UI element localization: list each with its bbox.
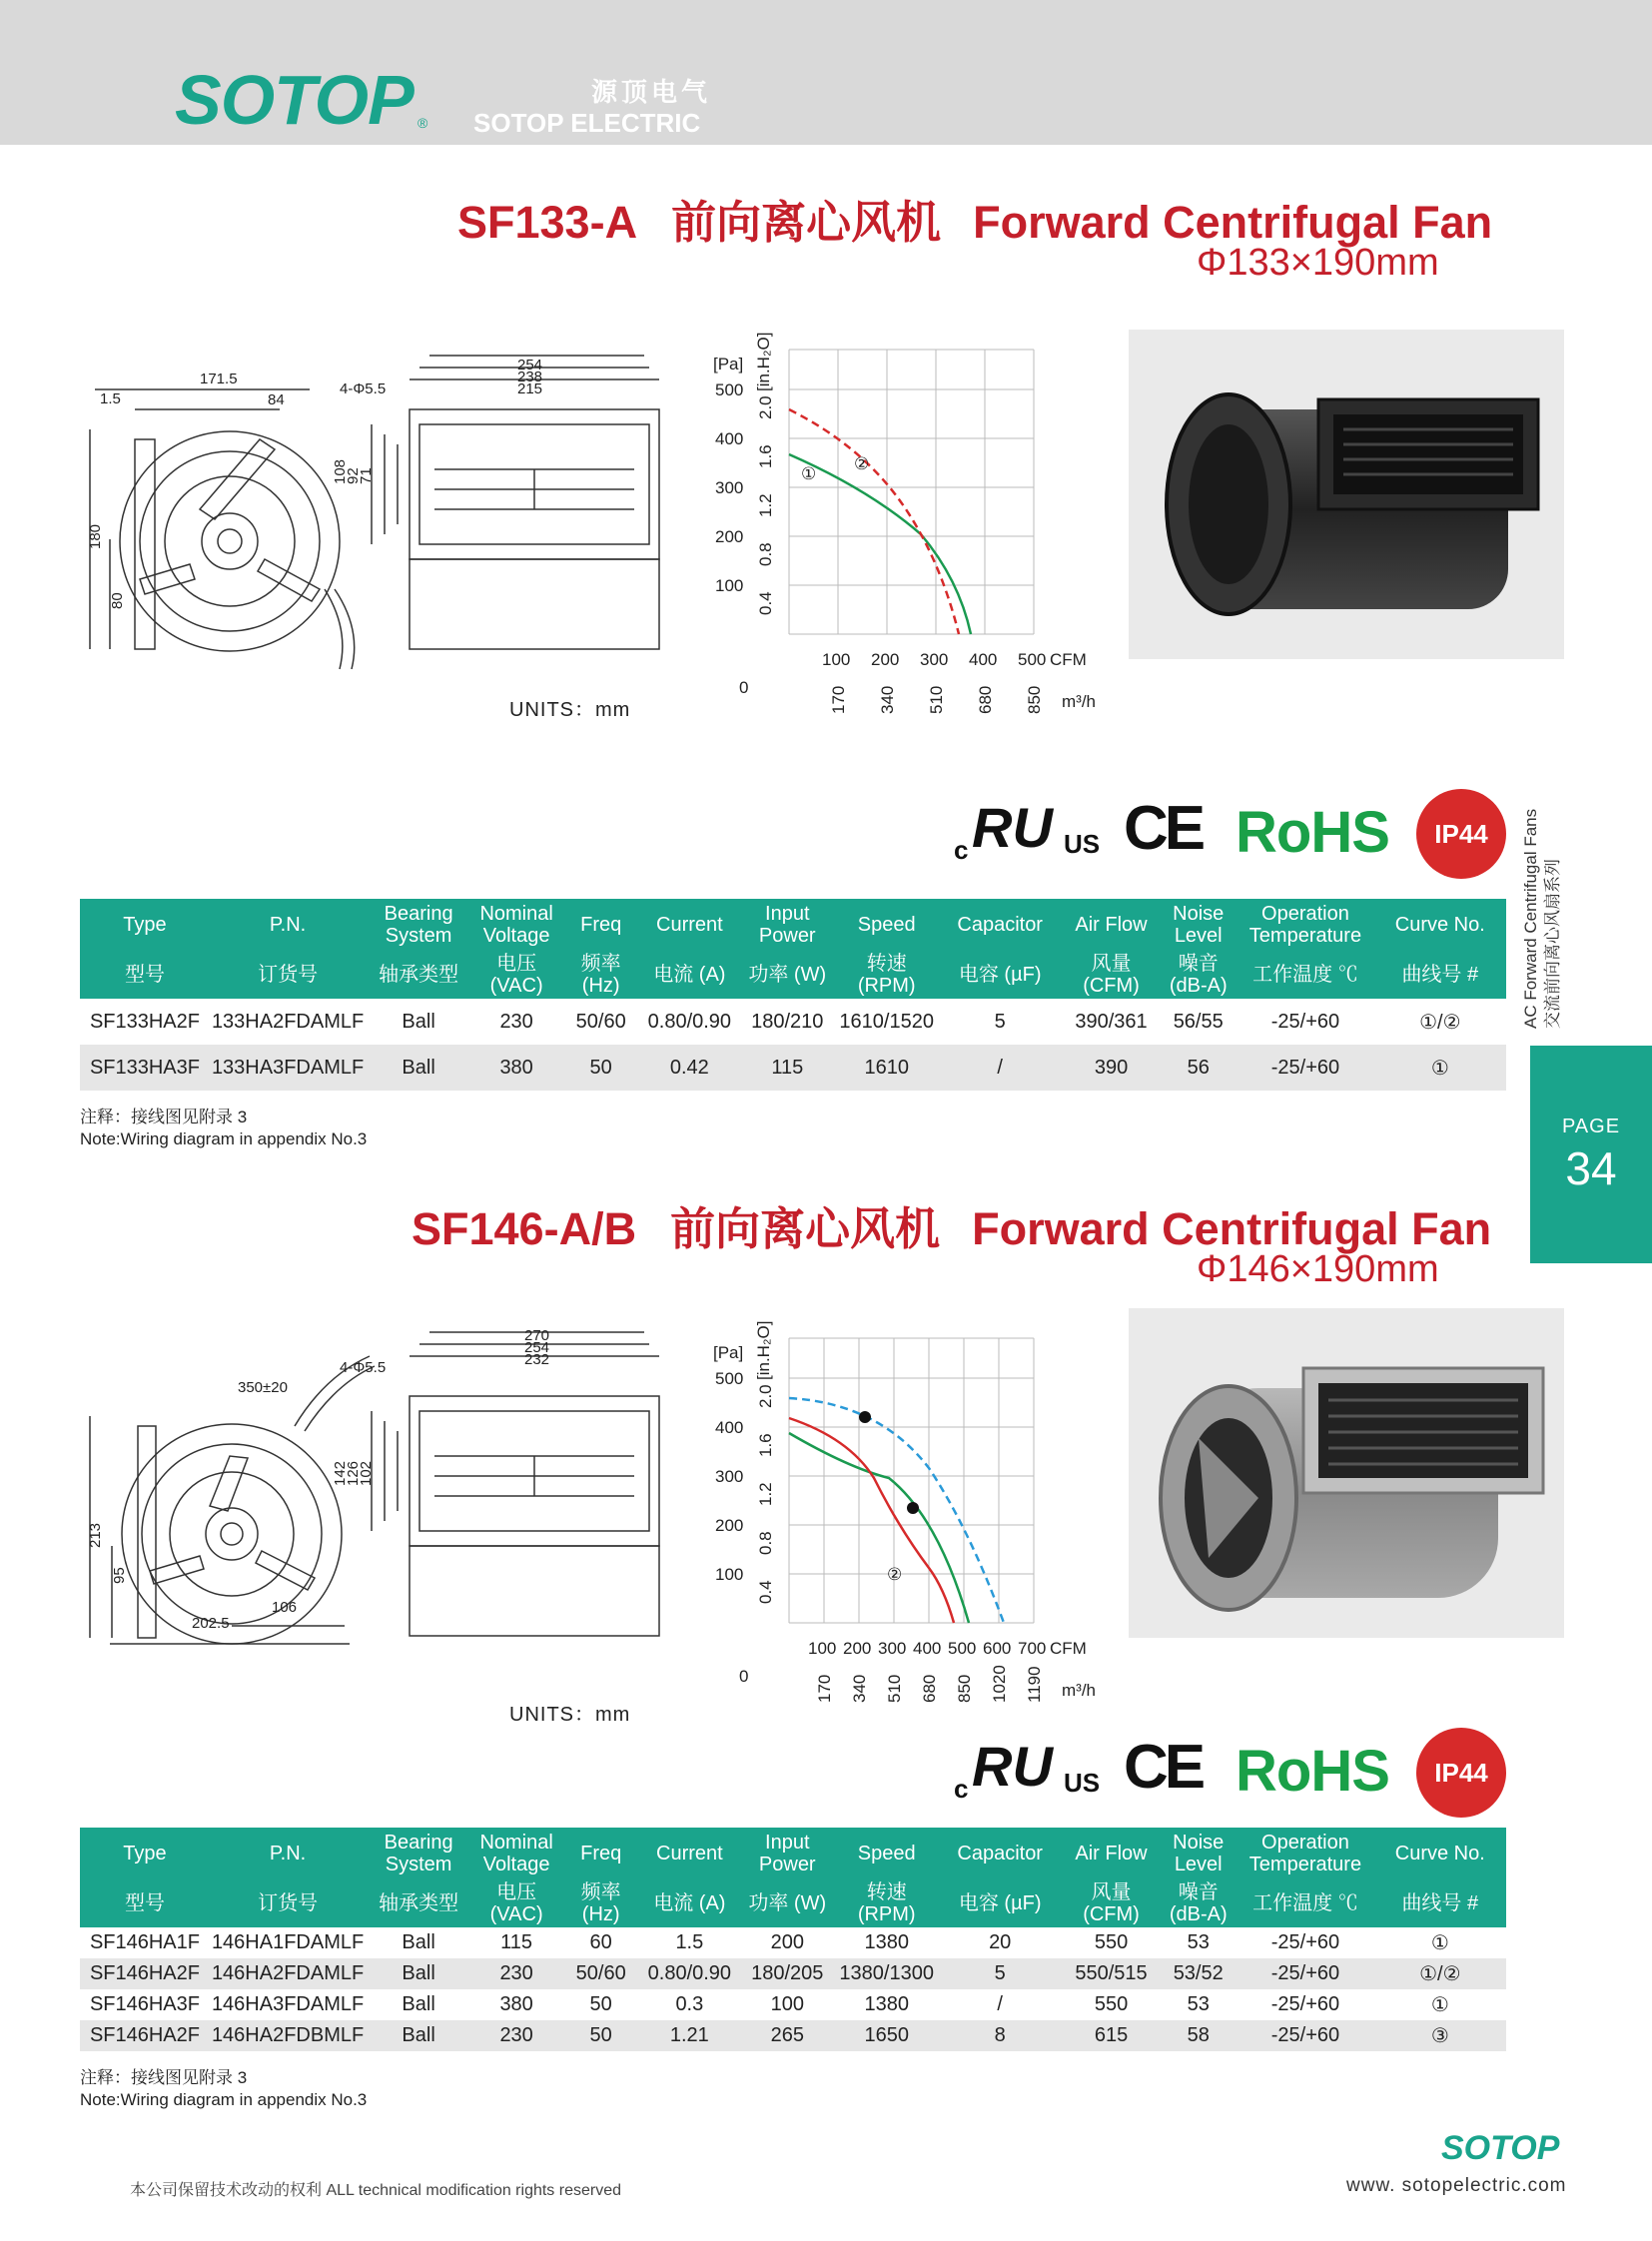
- table-cell: SF133HA2F: [89, 1010, 200, 1033]
- ul-listed-icon: RU: [972, 796, 1053, 859]
- dim-label: 213: [87, 1522, 104, 1548]
- column-header-cn: 电流 (A): [640, 1879, 739, 1927]
- y-tick-label: 300: [715, 1467, 744, 1486]
- dim-label: 254: [524, 1339, 550, 1356]
- column-header: Freq: [561, 1828, 640, 1879]
- axis-unit-label: CFM: [1050, 650, 1087, 669]
- chart-point: [859, 1411, 871, 1423]
- column-header: Current: [640, 1828, 739, 1879]
- table-cell: 115: [500, 1931, 533, 1953]
- curve-1: [789, 454, 971, 634]
- x-tick-label: 100: [822, 650, 851, 669]
- ul-us-mark: US: [1064, 1768, 1101, 1798]
- x2-tick-label: 1190: [1025, 1666, 1044, 1703]
- column-header: Input Power: [739, 1828, 836, 1879]
- column-header-cn: 电压 (VAC): [471, 951, 561, 999]
- table-cell: 58: [1160, 2020, 1237, 2051]
- dim-label: 270: [524, 1327, 550, 1344]
- x2-tick-label: 850: [955, 1674, 974, 1703]
- y2-tick-label: 0.8: [756, 542, 775, 566]
- table-cell: 0.80/0.90: [647, 1010, 732, 1033]
- y-tick-label: 100: [715, 576, 744, 595]
- x-tick-label: 300: [920, 650, 949, 669]
- column-header: Type: [80, 899, 210, 951]
- column-header: Speed: [836, 1828, 938, 1879]
- section2-performance-chart: [699, 1318, 1119, 1718]
- section2-dimension-drawing: [80, 1316, 699, 1646]
- table-cell: 0.42: [640, 1045, 739, 1091]
- column-header-cn: 转速 (RPM): [836, 951, 938, 999]
- ce-mark-icon: CE: [1124, 1733, 1203, 1802]
- column-header: Nominal Voltage: [471, 1828, 561, 1879]
- column-header-cn: 曲线号 #: [1374, 951, 1506, 999]
- column-header-cn: 电容 (µF): [938, 1879, 1063, 1927]
- table-cell: 1380/1300: [836, 1958, 938, 1989]
- column-header-cn: 型号: [80, 951, 210, 999]
- dim-label: 126: [345, 1460, 362, 1486]
- section2-product-photo: [1129, 1308, 1564, 1638]
- table-cell: 146HA2FDAMLF: [210, 1958, 366, 1989]
- dim-label: 215: [517, 380, 543, 397]
- table-row: [80, 2020, 1506, 2051]
- dim-label: 1.5: [100, 390, 121, 407]
- column-header: Air Flow: [1063, 899, 1160, 951]
- column-header-cn: 转速 (RPM): [836, 1879, 938, 1927]
- ul-c-mark: c: [954, 1774, 969, 1804]
- y-tick-label: 200: [715, 1516, 744, 1535]
- table-cell: 1.21: [640, 2020, 739, 2051]
- x2-tick-label: 170: [829, 685, 848, 714]
- table-cell: 380: [499, 1993, 533, 2015]
- table-cell: 0.3: [675, 1993, 704, 2015]
- y2-tick-label: 1.2: [756, 493, 775, 517]
- column-header-cn: 功率 (W): [739, 951, 836, 999]
- x-tick-label: 200: [843, 1639, 872, 1658]
- dim-label: 92: [345, 467, 362, 484]
- x2-tick-label: 340: [850, 1674, 869, 1703]
- table-cell: /: [938, 1045, 1063, 1091]
- x-tick-label: 400: [913, 1639, 942, 1658]
- origin-label: 0: [739, 678, 749, 697]
- x2-tick-label: 170: [815, 1674, 834, 1703]
- table-cell: 180/205: [739, 1958, 836, 1989]
- y2-tick-label: 0.4: [756, 1580, 775, 1604]
- column-header: Operation Temperature: [1237, 1828, 1373, 1879]
- table-cell: 56: [1160, 1045, 1237, 1091]
- table-cell: ①/②: [1419, 1011, 1461, 1034]
- table-cell: ①: [1430, 1994, 1449, 2016]
- column-header: Operation Temperature: [1237, 899, 1373, 951]
- x-tick-label: 500: [948, 1639, 977, 1658]
- company-name-cn: 源顶电气: [591, 77, 712, 107]
- table-cell: 1380: [864, 1931, 909, 1953]
- table-cell: 1610: [836, 1045, 938, 1091]
- column-header-cn: 功率 (W): [739, 1879, 836, 1927]
- column-header-cn: 频率 (Hz): [561, 951, 640, 999]
- company-name-en: SOTOP ELECTRIC: [473, 108, 701, 138]
- table-cell: Ball: [366, 1045, 471, 1091]
- column-header-cn: 工作温度 ℃: [1237, 951, 1373, 999]
- ul-c-mark: c: [954, 835, 969, 865]
- x-tick-label: 200: [871, 650, 900, 669]
- footer-rights: 本公司保留技术改动的权利 ALL technical modification rights reserved: [130, 2182, 622, 2199]
- column-header: P.N.: [210, 1828, 366, 1879]
- x2-tick-label: 340: [878, 685, 897, 714]
- column-header: Noise Level: [1160, 899, 1237, 951]
- ip44-badge: IP44: [1416, 1728, 1506, 1818]
- table-cell: 380: [471, 1045, 561, 1091]
- table-cell: 50/60: [561, 1958, 640, 1989]
- table-cell: 550/515: [1063, 1958, 1160, 1989]
- table-cell: -25/+60: [1270, 1931, 1340, 1953]
- footer-logo: SOTOP: [1441, 2129, 1560, 2167]
- column-header: Bearing System: [366, 899, 471, 951]
- column-header-cn: 工作温度 ℃: [1237, 1879, 1373, 1927]
- origin-label: 0: [739, 1667, 749, 1686]
- section2-notes: [80, 2067, 367, 2111]
- title-cn: 前向离心风机: [670, 1203, 941, 1254]
- section2-spec-table: [80, 1828, 1506, 2051]
- ul-listed-icon: RU: [972, 1735, 1053, 1798]
- column-header: Capacitor: [938, 1828, 1063, 1879]
- column-header: Current: [640, 899, 739, 951]
- chart-point: [907, 1502, 919, 1514]
- axis-unit-label: [Pa]: [713, 355, 744, 374]
- table-cell: 5: [994, 1010, 1006, 1033]
- x-tick-label: 400: [969, 650, 998, 669]
- x2-tick-label: 1020: [990, 1665, 1009, 1703]
- series-label-cn: 交流前向离心风扇系列: [1543, 859, 1562, 1029]
- table-cell: Ball: [402, 1010, 435, 1033]
- table-cell: /: [997, 1993, 1003, 2015]
- column-header-cn: 型号: [80, 1879, 210, 1927]
- x-tick-label: 100: [808, 1639, 837, 1658]
- table-cell: 115: [739, 1045, 836, 1091]
- column-header: Bearing System: [366, 1828, 471, 1879]
- y2-tick-label: 1.6: [756, 444, 775, 468]
- dim-label: 108: [332, 458, 349, 484]
- table-cell: 265: [739, 2020, 836, 2051]
- table-body: [80, 1927, 1506, 2051]
- table-cell: ①/②: [1374, 1958, 1506, 1989]
- column-header: P.N.: [210, 899, 366, 951]
- title-en: Forward Centrifugal Fan: [972, 1203, 1492, 1254]
- footer-website-link[interactable]: www. sotopelectric.com: [1346, 2175, 1567, 2196]
- axis-unit-label: [in.H₂O]: [754, 1320, 773, 1380]
- x-tick-label: 500: [1018, 650, 1047, 669]
- dim-label: 80: [109, 592, 126, 609]
- dim-label: 142: [332, 1460, 349, 1486]
- table-cell: SF146HA3F: [89, 1993, 200, 2015]
- rohs-mark-icon: RoHS: [1236, 800, 1389, 865]
- x-tick-label: 300: [878, 1639, 907, 1658]
- table-cell: Ball: [402, 1931, 435, 1953]
- brand-logo: SOTOP: [175, 61, 413, 139]
- dim-label: 350±20: [238, 1379, 288, 1396]
- table-cell: 230: [499, 1010, 533, 1033]
- y2-tick-label: 1.2: [756, 1482, 775, 1506]
- table-cell: -25/+60: [1237, 1045, 1373, 1091]
- curve-label: ②: [854, 454, 870, 473]
- table-cell: 146HA1FDAMLF: [211, 1931, 365, 1953]
- dim-label: 102: [358, 1460, 375, 1486]
- table-cell: 53: [1187, 1931, 1210, 1953]
- units-label: UNITS：mm: [509, 699, 631, 721]
- series-label-en: AC Forward Centrifugal Fans: [1521, 808, 1540, 1029]
- ul-us-mark: US: [1064, 829, 1101, 859]
- table-row: [80, 1927, 1506, 1958]
- table-cell: -25/+60: [1237, 1958, 1373, 1989]
- table-cell: 1380: [864, 1993, 909, 2015]
- table-cell: 53/52: [1160, 1958, 1237, 1989]
- note-cn: 注释：接线图见附录 3: [80, 1108, 248, 1126]
- axis-unit-label: m³/h: [1062, 692, 1096, 711]
- table-row: [80, 1989, 1506, 2020]
- dim-label: 232: [524, 1351, 550, 1368]
- table-cell: 20: [989, 1931, 1012, 1953]
- dim-label: 95: [111, 1567, 128, 1584]
- table-cell: SF146HA2F: [80, 2020, 210, 2051]
- column-header-cn: 风量 (CFM): [1063, 1879, 1160, 1927]
- column-header-cn: 订货号: [210, 1879, 366, 1927]
- table-cell: 1650: [836, 2020, 938, 2051]
- column-header: Type: [80, 1828, 210, 1879]
- table-cell: ①: [1430, 1932, 1449, 1954]
- section2-size: Φ146×190mm: [1197, 1248, 1439, 1290]
- table-cell: 146HA3FDAMLF: [211, 1993, 365, 2015]
- table-cell: SF146HA1F: [89, 1931, 200, 1953]
- table-cell: 390: [1063, 1045, 1160, 1091]
- column-header: Capacitor: [938, 899, 1063, 951]
- table-cell: 200: [770, 1931, 804, 1953]
- title-cn: 前向离心风机: [671, 197, 942, 248]
- page-number: 34: [1565, 1142, 1617, 1194]
- dim-label: 254: [517, 357, 543, 374]
- table-cell: 390/361: [1075, 1010, 1148, 1033]
- column-header-cn: 风量 (CFM): [1063, 951, 1160, 999]
- y-tick-label: 500: [715, 380, 744, 399]
- x2-tick-label: 510: [885, 1674, 904, 1703]
- x2-tick-label: 680: [976, 685, 995, 714]
- column-header-cn: 噪音 (dB-A): [1160, 951, 1237, 999]
- dim-label: 171.5: [200, 371, 238, 387]
- units-label: UNITS：mm: [509, 1704, 631, 1726]
- table-cell: SF133HA3F: [80, 1045, 210, 1091]
- table-cell: 230: [471, 1958, 561, 1989]
- section1-spec-table: [80, 899, 1506, 1091]
- table-cell: 550: [1094, 1931, 1129, 1953]
- table-cell: ③: [1374, 2020, 1506, 2051]
- section1-notes: [80, 1107, 367, 1150]
- y2-tick-label: 2.0: [756, 1384, 775, 1408]
- dim-label: 202.5: [192, 1615, 230, 1632]
- table-cell: -25/+60: [1237, 2020, 1373, 2051]
- table-cell: 550: [1094, 1993, 1129, 2015]
- note-cn: 注释：接线图见附录 3: [80, 2068, 248, 2087]
- title-en: Forward Centrifugal Fan: [973, 197, 1493, 248]
- table-cell: Ball: [366, 1958, 471, 1989]
- header-row-en: [80, 1828, 1506, 1879]
- column-header: Curve No.: [1374, 1828, 1506, 1879]
- x2-tick-label: 510: [927, 685, 946, 714]
- note-en: Note:Wiring diagram in appendix No.3: [80, 2090, 368, 2109]
- table-cell: 1610/1520: [839, 1010, 934, 1033]
- ip44-badge: IP44: [1416, 789, 1506, 879]
- page-tab: [1530, 1046, 1652, 1263]
- column-header: Air Flow: [1063, 1828, 1160, 1879]
- column-header: Curve No.: [1374, 899, 1506, 951]
- section1-product-photo: [1129, 330, 1564, 659]
- table-cell: 133HA2FDAMLF: [211, 1010, 365, 1033]
- x2-tick-label: 850: [1025, 685, 1044, 714]
- table-cell: ①: [1374, 1045, 1506, 1091]
- housing-outline: [120, 431, 340, 651]
- table-body: [80, 999, 1506, 1091]
- y2-tick-label: 0.8: [756, 1531, 775, 1555]
- table-cell: 50/60: [575, 1010, 626, 1033]
- y-tick-label: 100: [715, 1565, 744, 1584]
- axis-unit-label: [Pa]: [713, 1343, 744, 1362]
- table-cell: 615: [1063, 2020, 1160, 2051]
- curve-1: [789, 1433, 969, 1623]
- table-cell: -25/+60: [1270, 1993, 1340, 2015]
- section1-size: Φ133×190mm: [1197, 242, 1439, 284]
- header-row-cn: [80, 951, 1506, 999]
- column-header: Speed: [836, 899, 938, 951]
- column-header-cn: 轴承类型: [366, 951, 471, 999]
- table-cell: 133HA3FDAMLF: [210, 1045, 366, 1091]
- column-header-cn: 电压 (VAC): [471, 1879, 561, 1927]
- table-cell: Ball: [366, 2020, 471, 2051]
- table-cell: 8: [938, 2020, 1063, 2051]
- table-cell: 50: [589, 1993, 612, 2015]
- note-en: Note:Wiring diagram in appendix No.3: [80, 1129, 368, 1148]
- dim-label: 71: [358, 467, 375, 484]
- y-tick-label: 500: [715, 1369, 744, 1388]
- section1-dimension-drawing: [80, 340, 699, 679]
- header-row-cn: [80, 1879, 1506, 1927]
- column-header-cn: 订货号: [210, 951, 366, 999]
- page-label: PAGE: [1561, 1116, 1621, 1137]
- dim-label: 106: [272, 1599, 298, 1616]
- y-tick-label: 400: [715, 429, 744, 448]
- vertical-series-label: [1520, 789, 1564, 1029]
- x2-tick-label: 680: [920, 1674, 939, 1703]
- y2-tick-label: 0.4: [756, 591, 775, 615]
- axis-unit-label: m³/h: [1062, 1681, 1096, 1700]
- column-header-cn: 轴承类型: [366, 1879, 471, 1927]
- ce-mark-icon: CE: [1124, 794, 1203, 863]
- table-cell: 230: [471, 2020, 561, 2051]
- table-row: [80, 1958, 1506, 1989]
- table-cell: 100: [770, 1993, 804, 2015]
- model-name: SF133-A: [457, 197, 638, 248]
- table-row: [80, 1045, 1506, 1091]
- table-cell: 5: [938, 1958, 1063, 1989]
- column-header: Freq: [561, 899, 640, 951]
- table-cell: 50: [561, 1045, 640, 1091]
- x-tick-label: 700: [1018, 1639, 1047, 1658]
- y-tick-label: 300: [715, 478, 744, 497]
- table-row: [80, 999, 1506, 1045]
- axis-unit-label: [in.H₂O]: [754, 332, 773, 391]
- table-cell: 1.5: [675, 1931, 704, 1953]
- curve-label: ②: [887, 1565, 903, 1584]
- column-header: Noise Level: [1160, 1828, 1237, 1879]
- section1-performance-chart: [699, 330, 1099, 719]
- table-cell: 146HA2FDBMLF: [210, 2020, 366, 2051]
- column-header-cn: 曲线号 #: [1374, 1879, 1506, 1927]
- curve-2: [789, 409, 959, 634]
- column-header: Nominal Voltage: [471, 899, 561, 951]
- y2-tick-label: 1.6: [756, 1433, 775, 1457]
- column-header-cn: 频率 (Hz): [561, 1879, 640, 1927]
- rohs-mark-icon: RoHS: [1236, 1739, 1389, 1804]
- dim-label: 4-Φ5.5: [340, 380, 387, 397]
- y2-tick-label: 2.0: [756, 395, 775, 419]
- y-tick-label: 200: [715, 527, 744, 546]
- dim-label: 238: [517, 369, 543, 385]
- column-header-cn: 电容 (µF): [938, 951, 1063, 999]
- column-header: Input Power: [739, 899, 836, 951]
- table-cell: SF146HA2F: [80, 1958, 210, 1989]
- table-cell: -25/+60: [1270, 1010, 1340, 1033]
- axis-unit-label: CFM: [1050, 1639, 1087, 1658]
- table-cell: 53: [1187, 1993, 1210, 2015]
- table-cell: 56/55: [1173, 1010, 1224, 1033]
- column-header-cn: 电流 (A): [640, 951, 739, 999]
- table-cell: 0.80/0.90: [640, 1958, 739, 1989]
- table-cell: 50: [561, 2020, 640, 2051]
- curve-label: ①: [801, 464, 817, 483]
- model-name: SF146-A/B: [412, 1203, 637, 1254]
- table-cell: 180/210: [751, 1010, 824, 1033]
- table-cell: Ball: [402, 1993, 435, 2015]
- dim-label: 4-Φ5.5: [340, 1359, 387, 1376]
- y-tick-label: 400: [715, 1418, 744, 1437]
- registered-mark: ®: [417, 115, 428, 131]
- column-header-cn: 噪音 (dB-A): [1160, 1879, 1237, 1927]
- table-cell: 60: [589, 1931, 612, 1953]
- dim-label: 180: [87, 523, 104, 549]
- header-row-en: [80, 899, 1506, 951]
- x-tick-label: 600: [983, 1639, 1012, 1658]
- dim-label: 84: [268, 391, 285, 408]
